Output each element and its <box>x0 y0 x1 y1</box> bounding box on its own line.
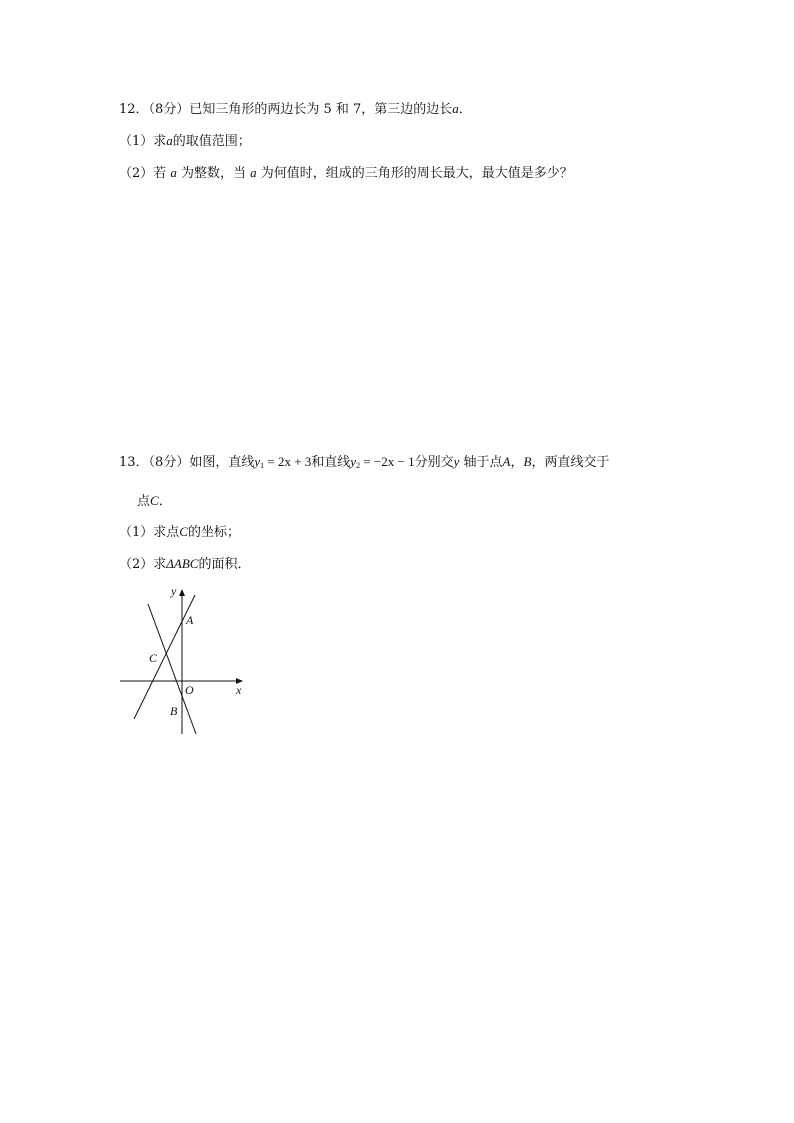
q13-stem-d: 轴于点 <box>459 455 503 470</box>
q12-part2-var1: a <box>170 165 177 180</box>
q13-part1 <box>119 523 240 542</box>
point-a-label: A <box>186 613 194 627</box>
q13-part2-var: ΔABC <box>166 556 199 571</box>
q12-var-a: a <box>452 101 459 116</box>
q12-part1-prefix: （1）求 <box>119 134 167 149</box>
q13-axis-var: y <box>453 454 460 469</box>
point-b-label: B <box>170 704 178 718</box>
y-axis-label: y <box>171 584 177 598</box>
q13-stem-b: 和直线 <box>311 455 351 470</box>
q12-part2-c: 为何值时，组成的三角形的周长最大，最大值是多少？ <box>256 166 573 181</box>
q12-part2-b: 为整数，当 <box>176 166 251 181</box>
q13-eq2-lhs: y <box>350 454 357 469</box>
q12-stem-text: 12．（8分）已知三角形的两边长为 5 和 7，第三边的边长 <box>119 102 453 117</box>
origin-label: O <box>185 683 194 697</box>
q13-line2-end: ． <box>158 494 172 509</box>
q12-part1-text: 的取值范围； <box>172 134 251 149</box>
q13-pt-b: B <box>523 454 532 469</box>
q13-eq2-sub: 2 <box>356 461 361 470</box>
q13-stem <box>119 453 609 475</box>
x-axis-label: x <box>236 683 242 697</box>
q12-part2-var2: a <box>250 165 257 180</box>
q12-stem <box>119 100 472 119</box>
coordinate-figure <box>118 584 253 736</box>
q13-eq1-sub: 1 <box>260 461 265 470</box>
q13-stem-line2 <box>137 492 172 511</box>
point-c-label: C <box>149 651 158 665</box>
q12-part1 <box>119 132 251 151</box>
q13-part2 <box>119 555 250 574</box>
q13-eq2-rhs: = −2x − 1 <box>360 454 415 469</box>
q13-pt-a: A <box>502 454 511 469</box>
q12-stem-end: ． <box>458 102 472 117</box>
q13-part1-var: C <box>179 524 188 539</box>
q13-stem-a: 13．（8分）如图，直线 <box>119 455 255 470</box>
q13-eq1-rhs: = 2x + 3 <box>264 454 312 469</box>
q13-part1-prefix: （1）求点 <box>119 525 180 540</box>
q12-part2 <box>119 164 573 183</box>
q12-part2-a: （2）若 <box>119 166 171 181</box>
q13-pt-c: C <box>150 493 159 508</box>
q13-line2-prefix: 点 <box>137 494 151 509</box>
q13-part2-prefix: （2）求 <box>119 557 167 572</box>
q12-part1-var: a <box>166 133 173 148</box>
q13-eq1-lhs: y <box>254 454 261 469</box>
q13-stem-c: 分别交 <box>414 455 454 470</box>
q13-stem-e: ，两直线交于 <box>531 455 610 470</box>
q13-part2-text: 的面积． <box>198 557 251 572</box>
q13-part1-text: 的坐标； <box>187 525 240 540</box>
q13-sep: ， <box>510 455 524 470</box>
